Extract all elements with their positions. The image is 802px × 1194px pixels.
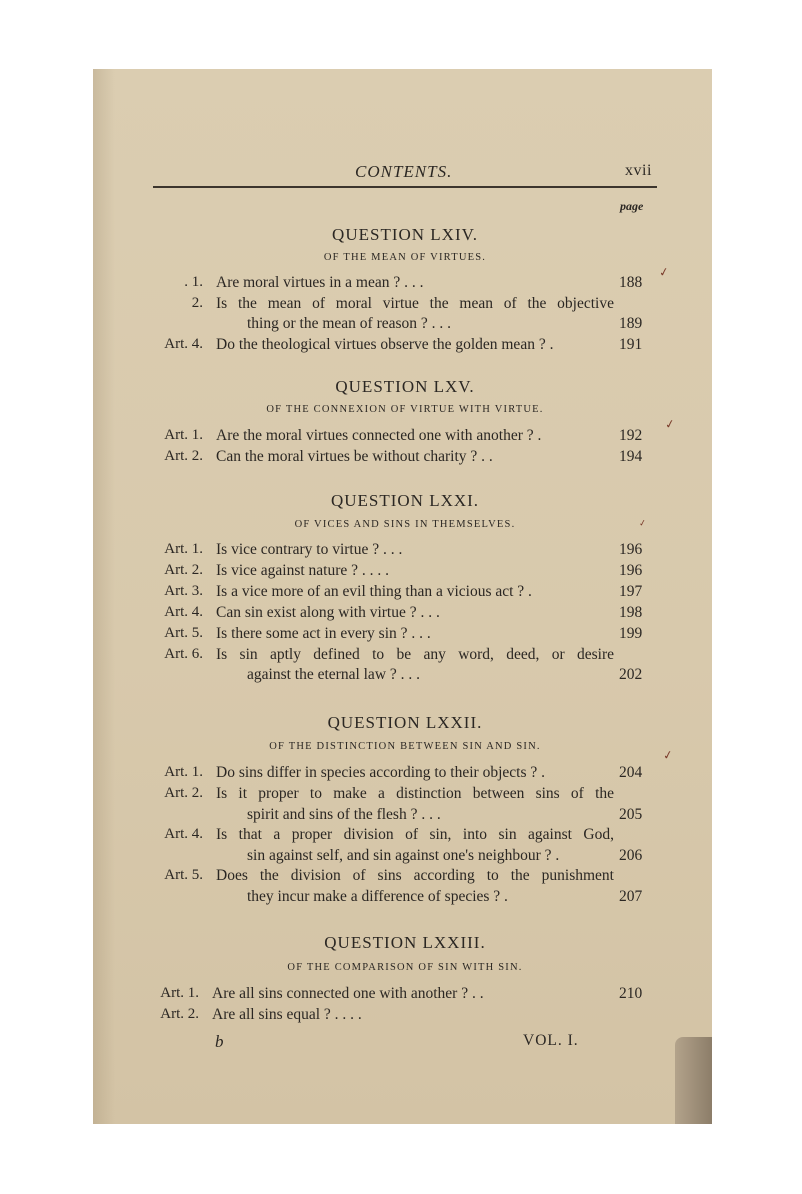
page-number: 194	[619, 448, 643, 465]
article-label: Art. 2.	[164, 562, 203, 578]
question-subtitle: OF VICES AND SINS IN THEMSELVES.	[294, 519, 516, 530]
page-number: 192	[619, 427, 643, 444]
question-title: QUESTION LXXIII.	[324, 933, 486, 952]
article-text: Are all sins connected one with another ? . .	[212, 985, 484, 1002]
question-title: QUESTION LXXI.	[330, 491, 480, 510]
article-label: Art. 5.	[164, 867, 203, 883]
page-number: 207	[619, 888, 643, 905]
article-label: Art. 4.	[164, 604, 203, 620]
article-label: Art. 1.	[164, 764, 203, 780]
article-label: Art. 2.	[164, 785, 203, 801]
article-label: Art. 3.	[164, 583, 203, 599]
article-text-continued: against the eternal law ? . . .	[247, 666, 421, 683]
page-number: 196	[619, 562, 643, 579]
question-subtitle: OF THE COMPARISON OF SIN WITH SIN.	[287, 962, 523, 973]
article-text: Are the moral virtues connected one with another ? .	[216, 427, 542, 444]
folio-number: xvii	[625, 162, 652, 179]
question-subtitle: OF THE CONNEXION OF VIRTUE WITH VIRTUE.	[266, 404, 544, 415]
article-text: Is there some act in every sin ? . . .	[216, 625, 431, 642]
article-text: Do sins differ in species according to their objects ? .	[216, 764, 545, 781]
book-page	[93, 69, 712, 1124]
article-text: Is vice contrary to virtue ? . . .	[216, 541, 403, 558]
article-text: Is the mean of moral virtue the mean of the objective	[216, 295, 614, 312]
article-text: Is it proper to make a distinction between sins of the	[216, 785, 614, 802]
article-text: Can the moral virtues be without charity ? . .	[216, 448, 493, 465]
page-number: 189	[619, 315, 643, 332]
page-number: 197	[619, 583, 643, 600]
article-text-continued: sin against self, and sin against one's neighbour ? .	[247, 847, 560, 864]
article-label: . 1.	[184, 274, 203, 290]
page-number: 198	[619, 604, 643, 621]
page-number: 205	[619, 806, 643, 823]
page-number: 196	[619, 541, 643, 558]
page-number: 204	[619, 764, 643, 781]
pencil-check-mark: ✓	[638, 518, 648, 530]
pencil-check-mark: ✓	[657, 264, 671, 280]
article-text: Are moral virtues in a mean ? . . .	[216, 274, 424, 291]
article-label: Art. 1.	[164, 541, 203, 557]
article-text: Is that a proper division of sin, into sin against God,	[216, 826, 614, 843]
article-label: Art. 2.	[164, 448, 203, 464]
signature-mark: b	[215, 1032, 224, 1051]
article-label: 2.	[191, 295, 203, 311]
article-text: Does the division of sins according to the punishment	[216, 867, 614, 884]
page-number: 188	[619, 274, 643, 291]
running-title: CONTENTS.	[355, 162, 453, 181]
article-text: Are all sins equal ? . . . .	[212, 1006, 362, 1023]
article-text: Do the theological virtues observe the golden mean ? .	[216, 336, 554, 353]
volume-label: VOL. I.	[523, 1032, 579, 1049]
page-number: 206	[619, 847, 643, 864]
article-text: Can sin exist along with virtue ? . . .	[216, 604, 440, 621]
article-label: Art. 4.	[164, 826, 203, 842]
question-title: QUESTION LXXII.	[327, 713, 483, 732]
article-text-continued: thing or the mean of reason ? . . .	[247, 315, 452, 332]
article-text: Is a vice more of an evil thing than a vicious act ? .	[216, 583, 532, 600]
page-column-label: page	[620, 199, 644, 213]
page-clip-shadow	[675, 1037, 712, 1124]
page-number: 210	[619, 985, 643, 1002]
pencil-check-mark: ✓	[661, 747, 675, 763]
question-subtitle: OF THE DISTINCTION BETWEEN SIN AND SIN.	[269, 741, 541, 752]
article-text-continued: they incur make a difference of species ? .	[247, 888, 508, 905]
article-text: Is vice against nature ? . . . .	[216, 562, 390, 579]
article-text-continued: spirit and sins of the flesh ? . . .	[247, 806, 441, 823]
question-title: QUESTION LXV.	[335, 377, 475, 396]
article-label: Art. 5.	[164, 625, 203, 641]
article-label: Art. 2.	[160, 1006, 199, 1022]
article-label: Art. 4.	[164, 336, 203, 352]
page-number: 202	[619, 666, 643, 683]
header-rule	[153, 186, 657, 188]
question-title: QUESTION LXIV.	[332, 225, 478, 244]
page-number: 191	[619, 336, 643, 353]
article-text: Is sin aptly defined to be any word, deed, or desire	[216, 646, 614, 663]
page-number: 199	[619, 625, 643, 642]
question-subtitle: OF THE MEAN OF VIRTUES.	[323, 252, 487, 263]
article-label: Art. 1.	[160, 985, 199, 1001]
article-label: Art. 1.	[164, 427, 203, 443]
article-label: Art. 6.	[164, 646, 203, 662]
pencil-check-mark: ✓	[663, 416, 677, 432]
